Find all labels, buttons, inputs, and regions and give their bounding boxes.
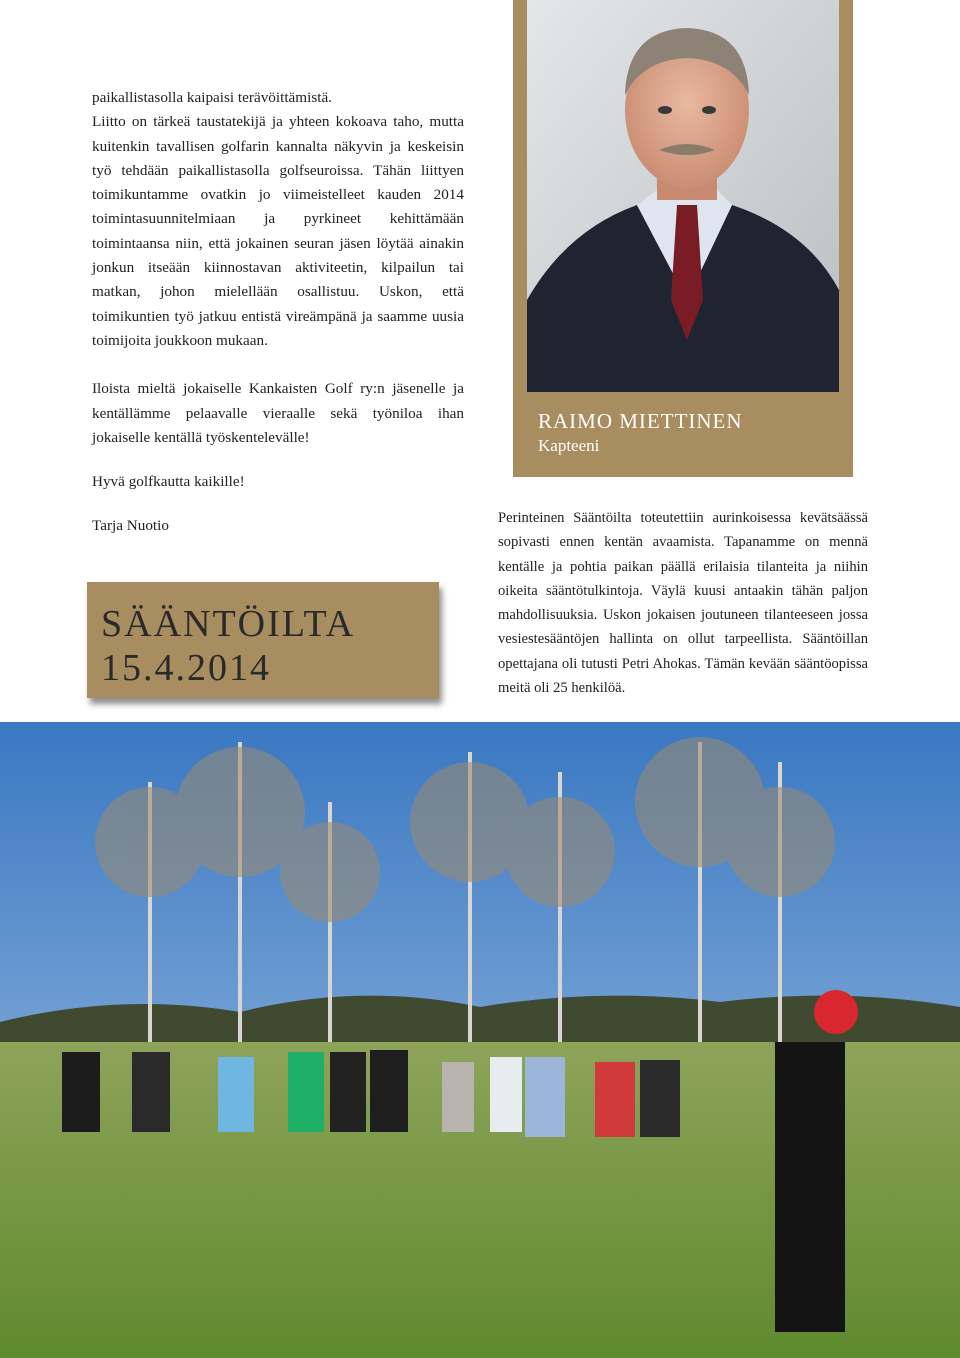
article-paragraph: Perinteinen Sääntöilta toteutettiin aurinkoisessa kevätsäässä sopivasti ennen kentän avaamista. Tapanamme on mennä kentälle ja pohtia paikan päällä erilaisia tilanteita ja niihin oikeita sääntötulkintoja. Väylä kuusi antaakin tähän paljon mahdollisuuksia. Uskon jokaisen joutuneen tilanteeseen jossa vesiestesääntöjen hallinta on ollut tarpeellista. Sääntöillan opettajana oli tutusti Petri Ahokas. Tämän kevään sääntöopissa meitä oli 25 henkilöä. xyxy=(498,510,868,697)
group-photo xyxy=(0,722,960,1358)
intro-paragraph-1: paikallistasolla kaipaisi terävöittämistä. xyxy=(92,89,332,106)
portrait-photo xyxy=(527,0,839,392)
portrait-role: Kapteeni xyxy=(538,436,600,455)
intro-paragraph-3: Iloista mieltä jokaiselle Kankaisten Golf ry:n jäsenelle ja kentällämme pelaavalle vieraalle sekä työniloa ihan jokaiselle kentällä työskentelevälle! xyxy=(92,380,464,446)
intro-paragraph-2: Liitto on tärkeä taustatekijä ja yhteen kokoava taho, mutta kuitenkin tavallisen golfarin kannalta näkyvin ja keskeisin työ tehdään paikallistasolla golfseuroissa. Tähän liittyen toimikuntamme ovatkin jo viimeistelleet kauden 2014 toimintasuunnitelmiaan ja pyrkineet kehittämään toimintaansa niin, että jokainen seuran jäsen löytää ainakin jonkun itseään kiinnostavan aktiviteetin, kilpailun tai matkan, johon mielellään osallistuu. Uskon, että toimikuntien työ jatkuu entistä vireämpänä ja saamme uusia toimijoita joukkoon mukaan. xyxy=(92,113,464,349)
portrait-illustration xyxy=(527,0,839,392)
intro-text-column xyxy=(92,86,464,539)
article-text-column xyxy=(498,506,868,700)
section-title-box xyxy=(87,582,439,698)
greeting: Hyvä golfkautta kaikille! xyxy=(92,473,245,491)
signature: Tarja Nuotio xyxy=(92,517,169,535)
section-title: SÄÄNTÖILTA xyxy=(101,603,356,645)
portrait-frame xyxy=(513,0,853,477)
portrait-name: RAIMO MIETTINEN xyxy=(538,409,743,433)
section-date: 15.4.2014 xyxy=(101,647,271,689)
golf-course-illustration xyxy=(0,722,960,1358)
